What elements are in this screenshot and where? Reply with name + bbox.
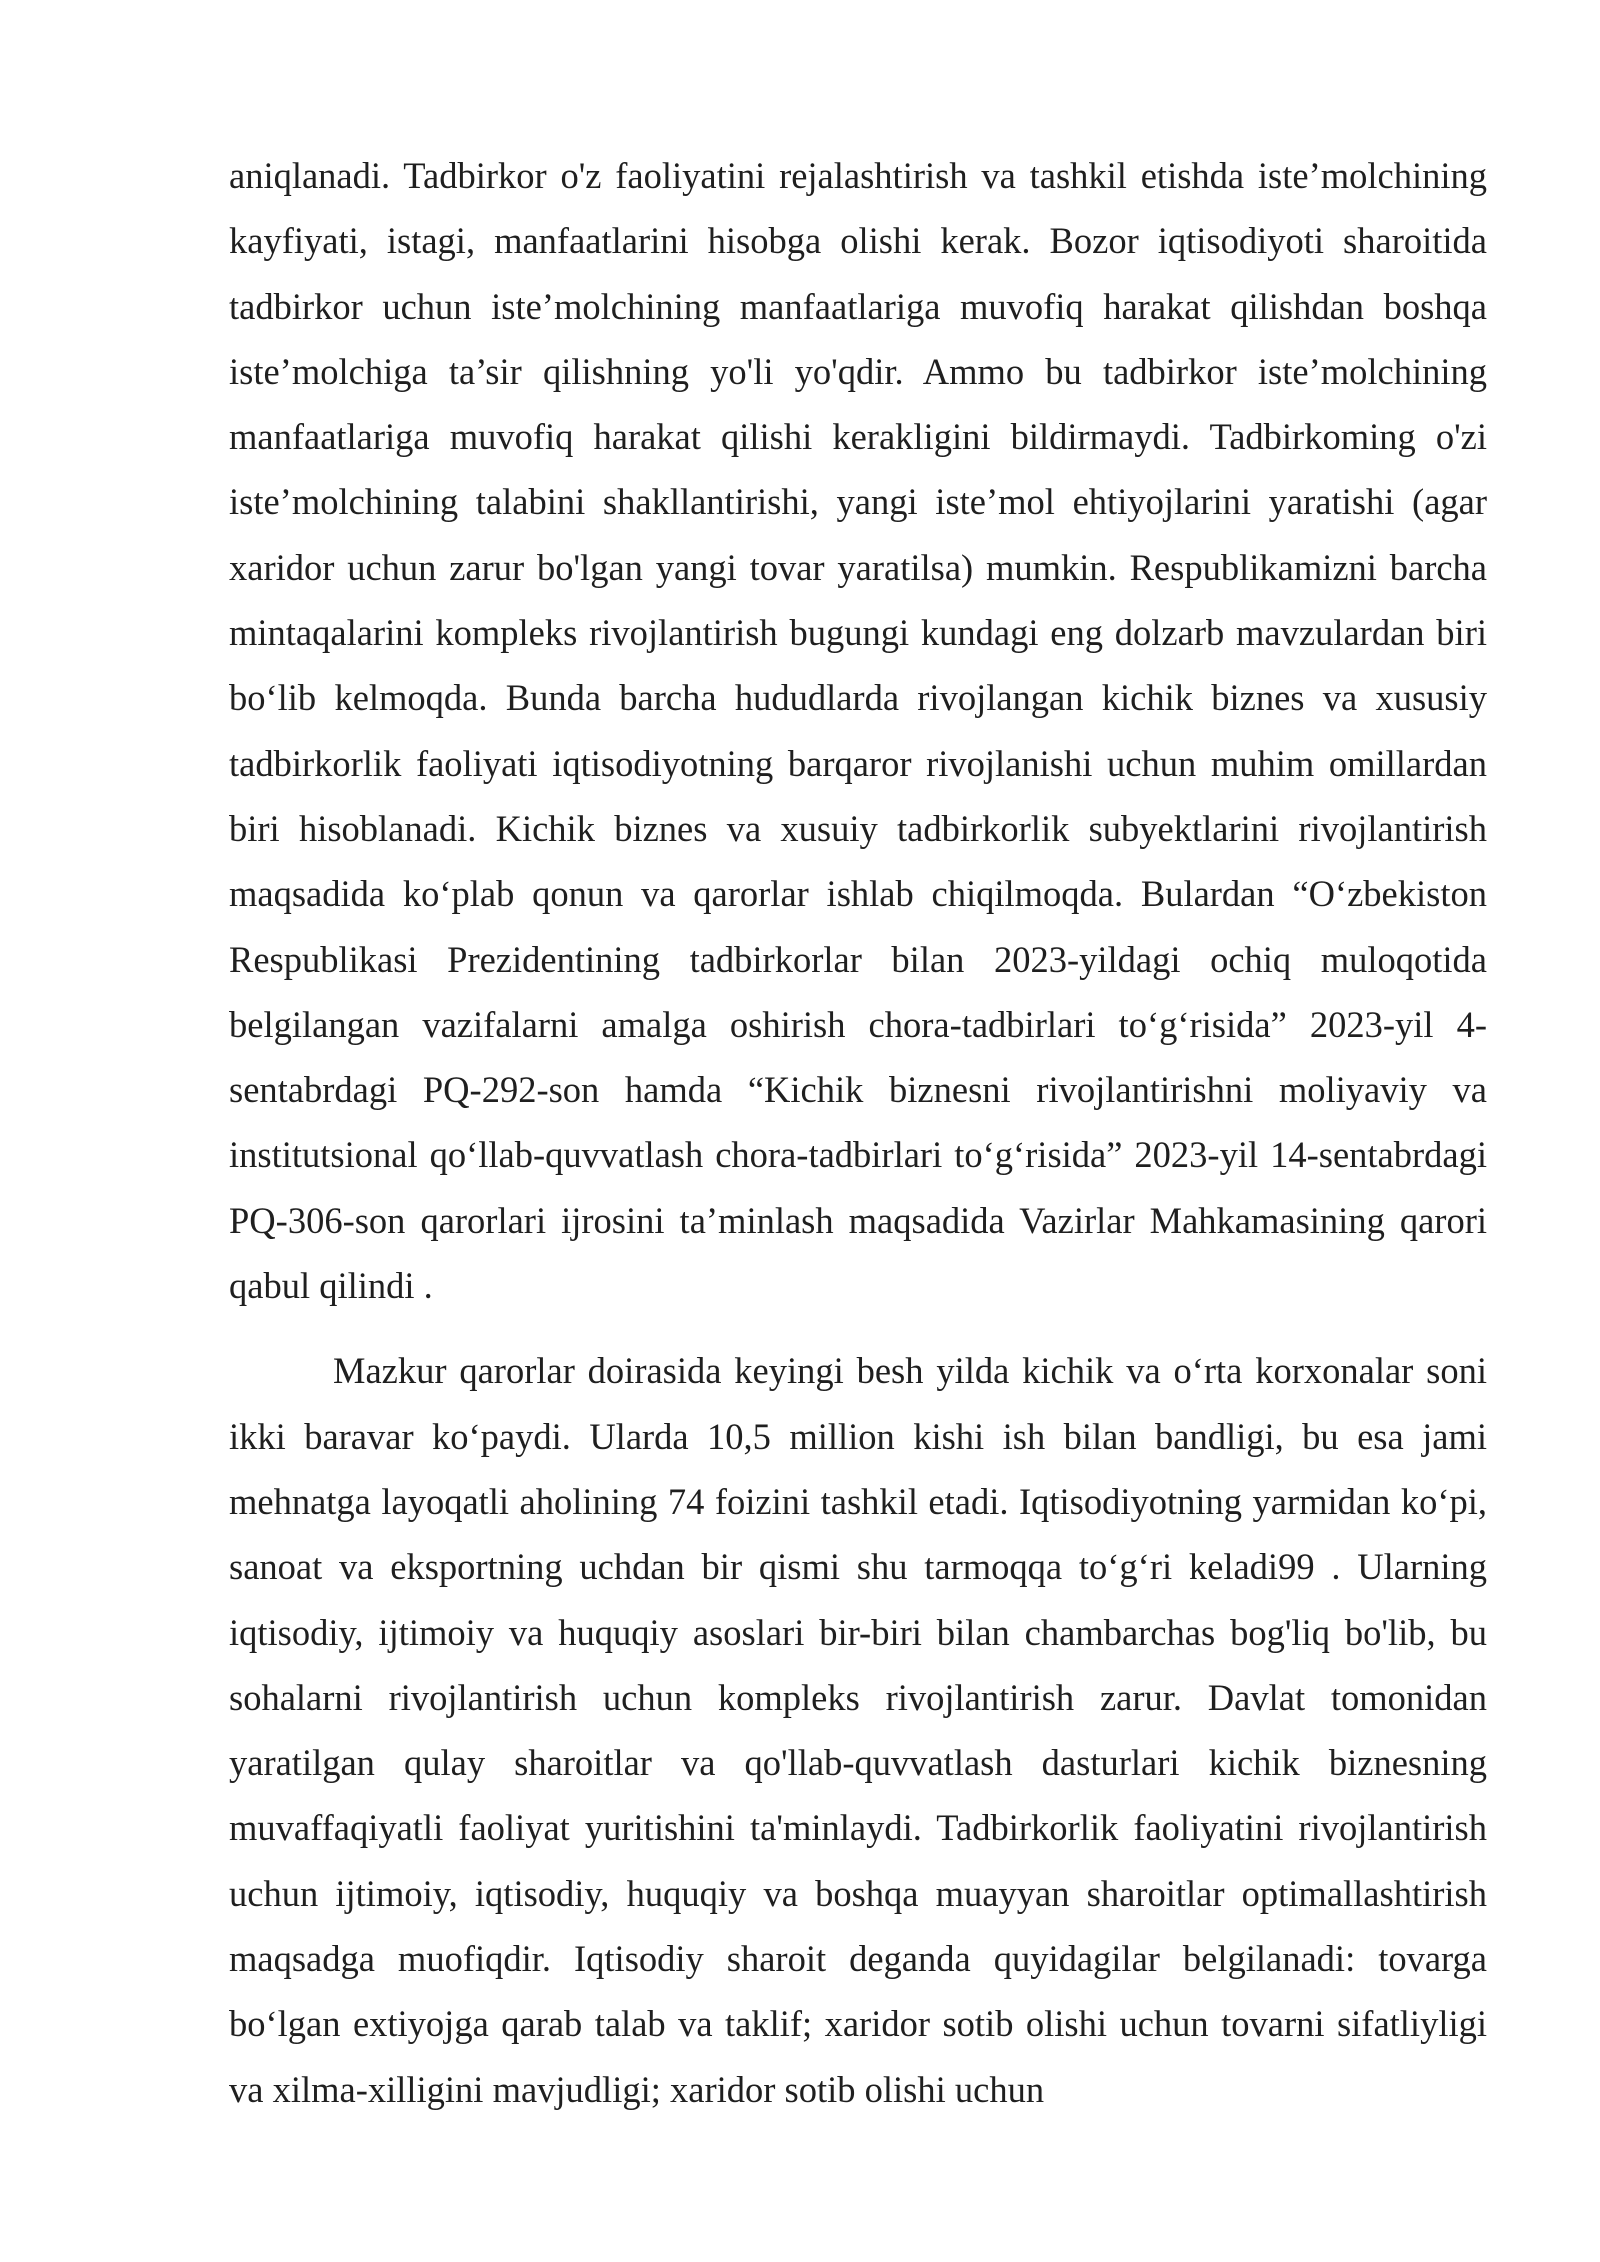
paragraph: Mazkur qarorlar doirasida keyingi besh yilda kichik va o‘rta korxonalar soni ikki baravar ko‘paydi. Ularda 10,5 million kishi ish bilan bandligi, bu esa jami mehnatga layoqatli aholining 74 foizini tashkil etadi. Iqtisodiyotning yarmidan ko‘pi, sanoat va eksportning uchdan bir qismi shu tarmoqqa to‘g‘ri keladi99 . Ularning iqtisodiy, ijtimoiy va huquqiy asoslari bir-biri bilan chambarchas bog'liq bo'lib, bu sohalarni rivojlantirish uchun kompleks rivojlantirish zarur. Davlat tomonidan yaratilgan qulay sharoitlar va qo'llab-quvvatlash dasturlari kichik biznesning muvaffaqiyatli faoliyat yuritishini ta'minlaydi. Tadbirkorlik faoliyatini rivojlantirish uchun ijtimoiy, iqtisodiy, huquqiy va boshqa muayyan sharoitlar optimallashtirish maqsadga muofiqdir. Iqtisodiy sharoit deganda quyidagilar belgilanadi: tovarga bo‘lgan extiyojga qarab talab va taklif; xaridor sotib olishi uchun tovarni sifatliyligi va xilma-xilligini mavjudligi; xaridor sotib olishi uchun [229, 1350, 1487, 2110]
paragraph: aniqlanadi. Tadbirkor o'z faoliyatini rejalashtirish va tashkil etishda iste’molchining kayfiyati, istagi, manfaatlarini hisobga olishi kerak. Bozor iqtisodiyoti sharoitida tadbirkor uchun iste’molchining manfaatlariga muvofiq harakat qilishdan boshqa iste’molchiga ta’sir qilishning yo'li yo'qdir. Ammo bu tadbirkor iste’molchining manfaatlariga muvofiq harakat qilishi kerakligini bildirmaydi. Tadbirkoming o'zi iste’molchining talabini shakllantirishi, yangi iste’mol ehtiyojlarini yaratishi (agar xaridor uchun zarur bo'lgan yangi tovar yaratilsa) mumkin. Respublikamizni barcha mintaqalarini kompleks rivojlantirish bugungi kundagi eng dolzarb mavzulardan biri bo‘lib kelmoqda. Bunda barcha hududlarda rivojlangan kichik biznes va xususiy tadbirkorlik faoliyati iqtisodiyotning barqaror rivojlanishi uchun muhim omillardan biri hisoblanadi. Kichik biznes va xusuiy tadbirkorlik subyektlarini rivojlantirish maqsadida ko‘plab qonun va qarorlar ishlab chiqilmoqda. Bulardan “O‘zbekiston Respublikasi Prezidentining tadbirkorlar bilan 2023-yildagi ochiq muloqotida belgilangan vazifalarni amalga oshirish chora-tadbirlari to‘g‘risida” 2023-yil 4-sentabrdagi PQ-292-son hamda “Kichik biznesni rivojlantirishni moliyaviy va institutsional qo‘llab-quvvatlash chora-tadbirlari to‘g‘risida” 2023-yil 14-sentabrdagi PQ-306-son qarorlari ijrosini ta’minlash maqsadida Vazirlar Mahkamasining qarori qabul qilindi . [229, 155, 1487, 1307]
page-body [229, 143, 1487, 2122]
